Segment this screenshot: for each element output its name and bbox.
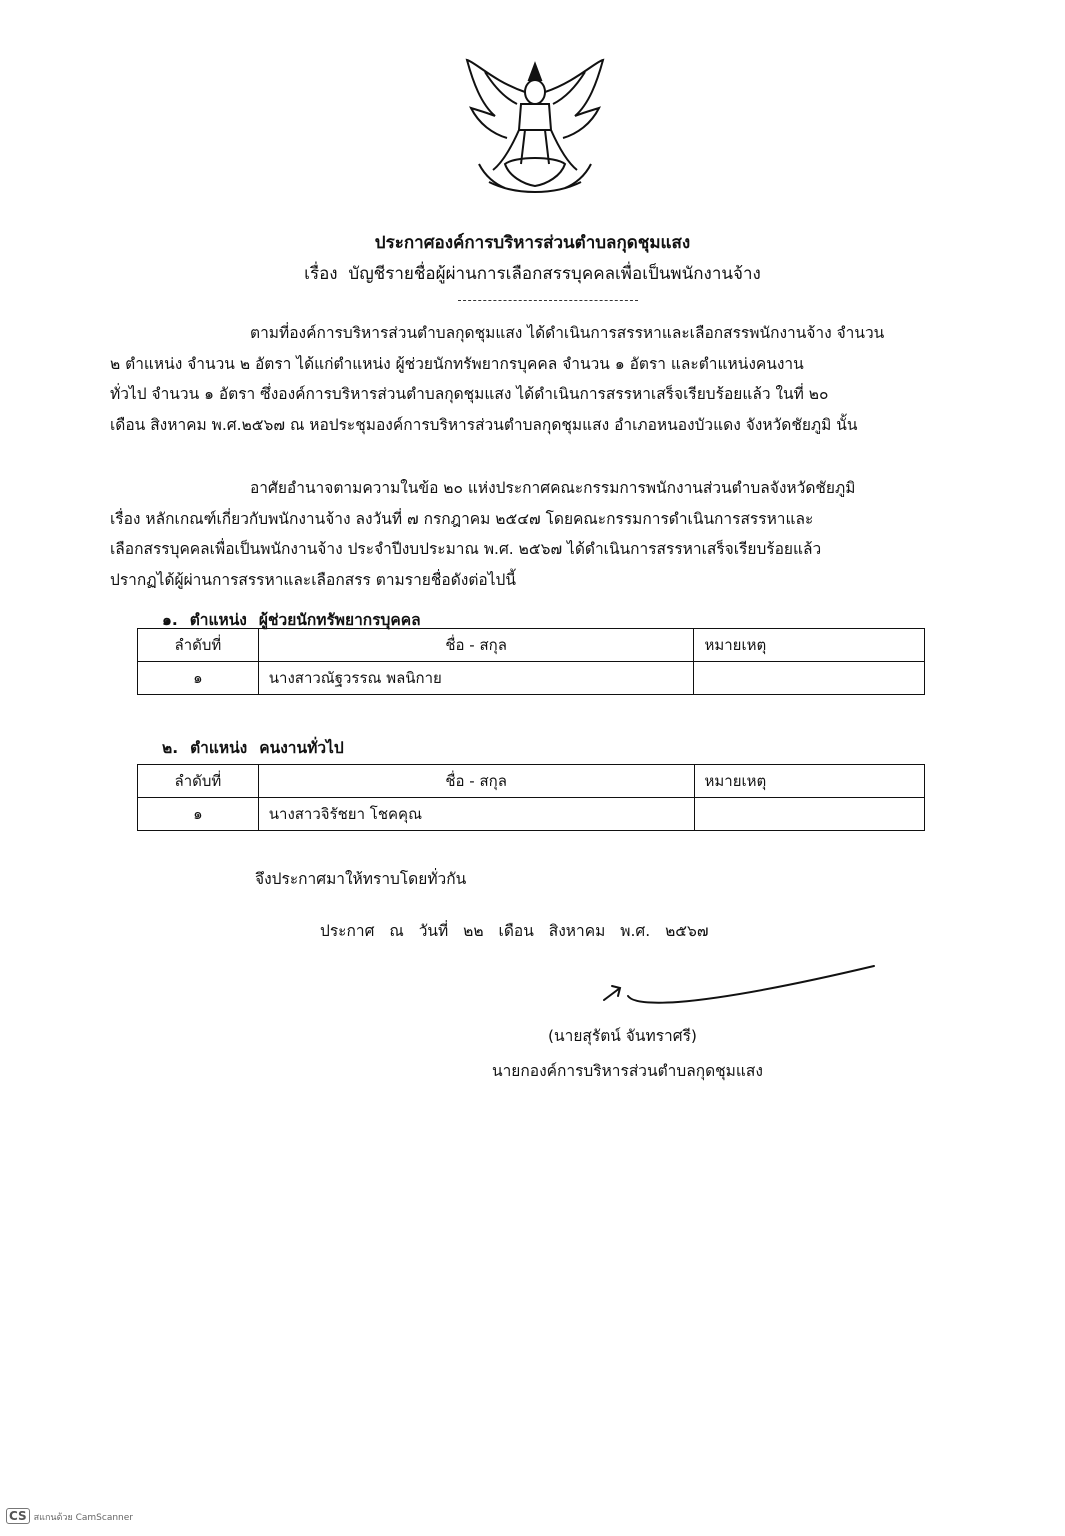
paragraph-1-line: เดือน สิงหาคม พ.ศ.๒๕๖๗ ณ หอประชุมองค์การบริหารส่วนตำบลกุดชุมแสง อำเภอหนองบัวแดง จังหวัดชัยภูมิ นั้น	[110, 415, 858, 434]
cell-name: นางสาวจิรัชยา โชคคุณ	[258, 798, 694, 831]
announcement-date	[320, 918, 719, 943]
paragraph-2-line: อาศัยอำนาจตามความในข้อ ๒๐ แห่งประกาศคณะกรรมการพนักงานส่วนตำบลจังหวัดชัยภูมิ	[250, 479, 856, 497]
title-divider	[458, 300, 638, 301]
header-name: ชื่อ - สกุล	[258, 765, 694, 798]
section-number: ๑.	[162, 611, 178, 629]
garuda-emblem	[455, 52, 615, 202]
paragraph-1	[110, 318, 976, 440]
date-day-label: วันที่	[418, 922, 449, 940]
closing-statement: จึงประกาศมาให้ทราบโดยทั่วกัน	[255, 870, 467, 888]
table-header-row	[138, 629, 925, 662]
section-2-table	[137, 764, 925, 831]
paragraph-2	[110, 473, 976, 595]
table-row	[138, 798, 925, 831]
watermark-text: สแกนด้วย CamScanner	[33, 1513, 133, 1523]
cell-order: ๑	[138, 798, 259, 831]
date-day: ๒๒	[463, 922, 484, 940]
cell-name: นางสาวณัฐวรรณ พลนิกาย	[258, 662, 694, 695]
section-label: ตำแหน่ง	[190, 739, 248, 757]
paragraph-2-line: เรื่อง หลักเกณฑ์เกี่ยวกับพนักงานจ้าง ลงวันที่ ๗ กรกฎาคม ๒๕๔๗ โดยคณะกรรมการดำเนินการสรรหาและ	[110, 509, 814, 528]
signer-name: (นายสุรัตน์ จันทราศรี)	[548, 1027, 697, 1045]
cell-remark	[694, 798, 925, 831]
header-remark: หมายเหตุ	[694, 765, 925, 798]
section-1-table	[137, 628, 925, 695]
cell-remark	[694, 662, 925, 695]
announcement-title: ประกาศองค์การบริหารส่วนตำบลกุดชุมแสง	[374, 233, 691, 253]
date-prefix: ประกาศ	[320, 922, 375, 940]
subject-text: บัญชีรายชื่อผู้ผ่านการเลือกสรรบุคคลเพื่อเป็นพนักงานจ้าง	[348, 264, 761, 284]
section-2-heading	[162, 735, 344, 760]
header-name: ชื่อ - สกุล	[258, 629, 694, 662]
header-order: ลำดับที่	[138, 629, 259, 662]
date-month: สิงหาคม	[548, 922, 606, 940]
date-month-label: เดือน	[498, 922, 534, 940]
paragraph-1-line: ตามที่องค์การบริหารส่วนตำบลกุดชุมแสง ได้ดำเนินการสรรหาและเลือกสรรพนักงานจ้าง จำนวน	[250, 324, 885, 342]
scanner-watermark	[6, 1508, 133, 1524]
cell-order: ๑	[138, 662, 259, 695]
paragraph-2-line: เลือกสรรบุคคลเพื่อเป็นพนักงานจ้าง ประจำปีงบประมาณ พ.ศ. ๒๕๖๗ ได้ดำเนินการสรรหาเสร็จเรียบร้อยแล้ว	[110, 540, 822, 558]
section-number: ๒.	[162, 739, 179, 757]
handwritten-signature	[598, 962, 878, 1008]
date-at: ณ	[389, 922, 404, 940]
paragraph-2-line: ปรากฏได้ผู้ผ่านการสรรหาและเลือกสรร ตามรายชื่อดังต่อไปนี้	[110, 570, 516, 589]
header-remark: หมายเหตุ	[694, 629, 925, 662]
date-era: พ.ศ.	[620, 922, 651, 940]
section-label: ตำแหน่ง	[189, 611, 247, 629]
subject-label: เรื่อง	[304, 264, 338, 284]
header-order: ลำดับที่	[138, 765, 259, 798]
paragraph-1-line: ๒ ตำแหน่ง จำนวน ๒ อัตรา ได้แก่ตำแหน่ง ผู้ช่วยนักทรัพยากรบุคคล จำนวน ๑ อัตรา และตำแหน่งคนงาน	[110, 354, 804, 373]
camscanner-icon: CS	[6, 1508, 30, 1524]
paragraph-1-line: ทั่วไป จำนวน ๑ อัตรา ซึ่งองค์การบริหารส่วนตำบลกุดชุมแสง ได้ดำเนินการสรรหาเสร็จเรียบร้อยแล้ว ในที่ ๒๐	[110, 385, 829, 403]
table-row	[138, 662, 925, 695]
date-year: ๒๕๖๗	[665, 922, 709, 940]
signer-title: นายกองค์การบริหารส่วนตำบลกุดชุมแสง	[492, 1062, 763, 1080]
table-header-row	[138, 765, 925, 798]
announcement-subject	[0, 260, 1065, 287]
section-position: ผู้ช่วยนักทรัพยากรบุคคล	[258, 611, 421, 629]
section-position: คนงานทั่วไป	[259, 739, 344, 757]
